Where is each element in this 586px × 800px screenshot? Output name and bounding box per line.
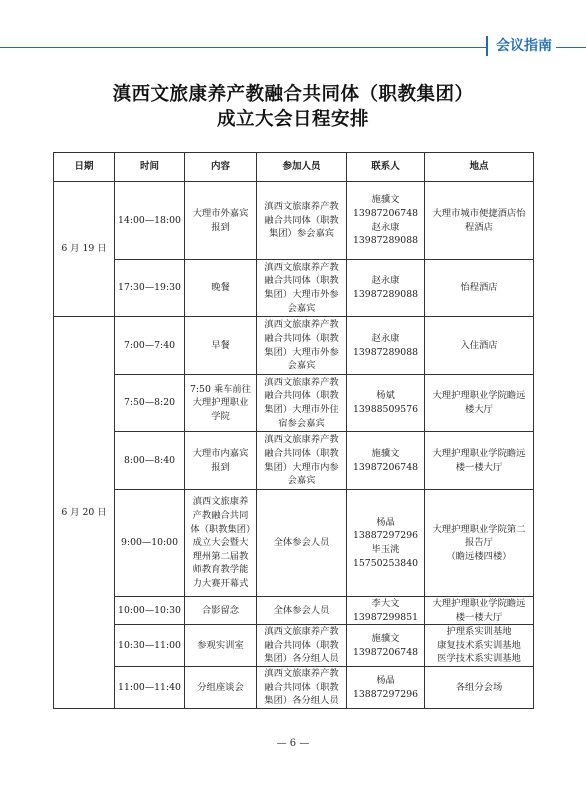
time-cell: 7:50—8:20	[115, 375, 185, 432]
cell-line: 施骥文	[371, 447, 400, 459]
time-cell: 10:30—11:00	[115, 625, 185, 667]
cell-line: 13887297296	[352, 530, 419, 542]
page-title-line1: 滇西文旅康养产教融合共同体（职教集团）	[112, 84, 474, 105]
cell-line: 护理系实训基地	[446, 626, 512, 638]
attendees-cell: 滇西文旅康养产教融合共同体（职教集团）各分组人员	[257, 625, 347, 667]
time-cell: 9:00—10:00	[115, 490, 185, 597]
location-cell: 大理市城市便捷酒店怡程酒店	[425, 182, 534, 260]
header-time: 时间	[115, 153, 185, 182]
contact-cell	[347, 182, 425, 260]
attendees-cell: 滇西文旅康养产教融合共同体（职教集团）各分组人员	[257, 667, 347, 709]
cell-line: 13988509576	[352, 404, 419, 415]
cell-line: 大理护理职业学院第二报告厅	[432, 523, 526, 549]
header-attendees: 参加人员	[257, 153, 347, 182]
section-label: 会议指南	[486, 36, 556, 56]
cell-line: 赵永康	[371, 275, 400, 287]
content-cell: 分组座谈会	[185, 667, 257, 709]
cell-line: 施骥文	[371, 194, 400, 206]
cell-line: 15750253840	[352, 557, 419, 569]
table-row	[54, 490, 534, 597]
cell-line: 赵永康	[371, 332, 400, 344]
content-cell: 大理市外嘉宾报到	[185, 182, 257, 260]
table-row	[54, 432, 534, 490]
table-row	[54, 182, 534, 260]
cell-line: 13987206748	[352, 461, 419, 473]
content-cell: 合影留念	[185, 597, 257, 625]
content-cell: 滇西文旅康养产教融合共同体（职教集团）成立大会暨大理州第二届教师教育教学能力大赛开幕式	[185, 490, 257, 597]
time-cell: 14:00—18:00	[115, 182, 185, 260]
cell-line: 13987206748	[352, 646, 419, 658]
location-cell: 怡程酒店	[425, 260, 534, 317]
cell-line: 13987299851	[352, 611, 419, 623]
contact-cell	[347, 667, 425, 709]
cell-line: 13987289088	[352, 289, 419, 300]
location-cell	[425, 490, 534, 597]
content-cell: 大理市内嘉宾报到	[185, 432, 257, 490]
cell-line: 施骥文	[371, 633, 400, 645]
table-row	[54, 317, 534, 375]
header-contact: 联系人	[347, 153, 425, 182]
cell-line: 李大文	[371, 598, 400, 609]
time-cell: 7:00—7:40	[115, 317, 185, 375]
table-header-row	[54, 153, 534, 182]
header-date: 日期	[54, 153, 115, 182]
table-row	[54, 625, 534, 667]
location-cell: 入住酒店	[425, 317, 534, 375]
cell-line: 杨斌	[376, 390, 395, 402]
date-cell: 6 月 20 日	[54, 317, 115, 709]
content-cell: 晚餐	[185, 260, 257, 317]
location-cell: 大理护理职业学院瞻远楼一楼大厅	[425, 597, 534, 625]
time-cell: 17:30—19:30	[115, 260, 185, 317]
attendees-cell: 全体参会人员	[257, 597, 347, 625]
content-cell: 参观实训室	[185, 625, 257, 667]
page-title-line2: 成立大会日程安排	[216, 109, 369, 130]
cell-line: 赵永康	[371, 221, 400, 233]
cell-line: 医学技术系实训基地	[437, 653, 521, 665]
cell-line: 杨晶	[376, 516, 395, 528]
cell-line: 13987206748	[352, 207, 419, 219]
cell-line: 康复技术系实训基地	[437, 639, 521, 651]
time-cell: 11:00—11:40	[115, 667, 185, 709]
attendees-cell: 滇西文旅康养产教融合共同体（职教集团）大理市外参会嘉宾	[257, 317, 347, 375]
page-number: — 6 —	[276, 738, 310, 749]
table-row	[54, 375, 534, 432]
cell-line: 13987289088	[352, 235, 419, 247]
attendees-cell: 滇西文旅康养产教融合共同体（职教集团）大理市内参会嘉宾	[257, 432, 347, 490]
location-cell: 各组分会场	[425, 667, 534, 709]
content-cell: 7:50 乘车前往大理护理职业学院	[185, 375, 257, 432]
location-cell: 大理护理职业学院瞻远楼大厅	[425, 375, 534, 432]
contact-cell	[347, 597, 425, 625]
header-content: 内容	[185, 153, 257, 182]
cell-line: 杨晶	[376, 675, 395, 687]
attendees-cell: 滇西文旅康养产教融合共同体（职教集团）参会嘉宾	[257, 182, 347, 260]
attendees-cell: 全体参会人员	[257, 490, 347, 597]
cell-line: 13987289088	[352, 346, 419, 358]
time-cell: 8:00—8:40	[115, 432, 185, 490]
location-cell	[425, 625, 534, 667]
contact-cell	[347, 375, 425, 432]
location-cell: 大理护理职业学院瞻远楼一楼大厅	[425, 432, 534, 490]
contact-cell	[347, 260, 425, 317]
table-row	[54, 667, 534, 709]
content-cell: 早餐	[185, 317, 257, 375]
cell-line: 13887297296	[352, 688, 419, 700]
contact-cell	[347, 317, 425, 375]
contact-cell	[347, 432, 425, 490]
table-row	[54, 597, 534, 625]
date-cell: 6 月 19 日	[54, 182, 115, 317]
attendees-cell: 滇西文旅康养产教融合共同体（职教集团）大理市外参会嘉宾	[257, 260, 347, 317]
cell-line: （瞻远楼四楼）	[446, 550, 512, 562]
schedule-table	[53, 152, 534, 709]
time-cell: 10:00—10:30	[115, 597, 185, 625]
cell-line: 毕玉洮	[371, 544, 400, 555]
header-location: 地点	[425, 153, 534, 182]
contact-cell	[347, 490, 425, 597]
attendees-cell: 滇西文旅康养产教融合共同体（职教集团）大理市外住宿参会嘉宾	[257, 375, 347, 432]
contact-cell	[347, 625, 425, 667]
table-row	[54, 260, 534, 317]
